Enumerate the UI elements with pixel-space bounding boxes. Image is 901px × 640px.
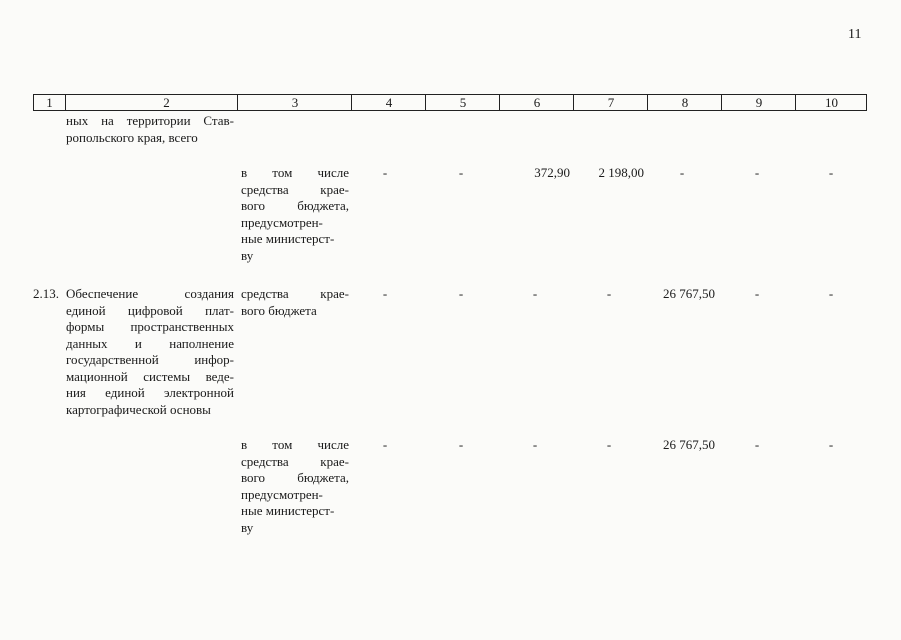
text-line: предусмотрен- bbox=[241, 214, 323, 230]
row-2-13-subrow-col7: - bbox=[606, 437, 612, 452]
header-cell-9: 9 bbox=[721, 95, 796, 110]
text-line: вого бюджета bbox=[241, 302, 317, 318]
header-cell-3: 3 bbox=[237, 95, 352, 110]
text-line: ных на территории Став- bbox=[66, 113, 234, 128]
text-line: формы пространственных bbox=[66, 319, 234, 334]
header-cell-8: 8 bbox=[647, 95, 722, 110]
text-line: мационной системы веде- bbox=[66, 368, 234, 384]
text-line: ные министерст- bbox=[241, 503, 335, 518]
text-line: единой цифровой плат- bbox=[66, 302, 234, 318]
text-line: ву bbox=[241, 519, 254, 535]
row-2-13-col7: - bbox=[606, 286, 612, 301]
row-2-13-col5: - bbox=[458, 286, 464, 301]
text-line: средства крае- bbox=[241, 286, 349, 301]
continued-subrow-col4: - bbox=[382, 165, 388, 180]
text-line: средства крае- bbox=[241, 181, 349, 197]
continued-subrow-col6: 372,90 bbox=[534, 165, 570, 180]
continued-row-description bbox=[66, 113, 234, 146]
row-2-13-col10: - bbox=[828, 286, 834, 301]
text-line: вого бюджета, bbox=[241, 198, 349, 213]
text-line: ропольского края, всего bbox=[66, 129, 198, 145]
header-cell-1: 1 bbox=[46, 95, 53, 110]
text-line: в том числе bbox=[241, 437, 349, 452]
continued-subrow-col5: - bbox=[458, 165, 464, 180]
row-2-13-subrow-col6: - bbox=[532, 437, 538, 452]
header-cell-10: 10 bbox=[795, 95, 867, 110]
row-2-13-subrow-col9: - bbox=[754, 437, 760, 452]
text-line: ву bbox=[241, 247, 254, 263]
text-line: ния единой электронной bbox=[66, 385, 234, 400]
text-line: государственной инфор- bbox=[66, 352, 234, 367]
text-line: ные министерст- bbox=[241, 231, 335, 246]
header-cell-2: 2 bbox=[65, 95, 267, 110]
row-2-13-subrow-col8: 26 767,50 bbox=[663, 437, 715, 452]
table-header-row bbox=[33, 94, 867, 111]
text-line: вого бюджета, bbox=[241, 470, 349, 485]
continued-subrow-col9: - bbox=[754, 165, 760, 180]
text-line: данных и наполнение bbox=[66, 335, 234, 351]
header-cell-5: 5 bbox=[425, 95, 500, 110]
row-number: 2.13. bbox=[33, 286, 59, 301]
continued-subrow-col7: 2 198,00 bbox=[598, 165, 644, 180]
row-2-13-source bbox=[241, 286, 349, 319]
text-line: предусмотрен- bbox=[241, 486, 323, 502]
row-2-13-col8: 26 767,50 bbox=[663, 286, 715, 301]
row-2-13-subrow-source bbox=[241, 437, 349, 536]
header-cell-4: 4 bbox=[351, 95, 426, 110]
row-2-13-subrow-col10: - bbox=[828, 437, 834, 452]
row-2-13-description bbox=[66, 286, 234, 418]
header-cell-6: 6 bbox=[499, 95, 574, 110]
continued-subrow-col10: - bbox=[828, 165, 834, 180]
header-cell-7: 7 bbox=[573, 95, 648, 110]
page-number: 11 bbox=[848, 27, 862, 42]
row-2-13-col9: - bbox=[754, 286, 760, 301]
text-line: картографической основы bbox=[66, 401, 211, 417]
text-line: средства крае- bbox=[241, 453, 349, 469]
row-2-13-subrow-col4: - bbox=[382, 437, 388, 452]
row-2-13-col4: - bbox=[382, 286, 388, 301]
text-line: Обеспечение создания bbox=[66, 286, 234, 301]
continued-subrow-source bbox=[241, 165, 349, 264]
row-2-13-col6: - bbox=[532, 286, 538, 301]
row-2-13-subrow-col5: - bbox=[458, 437, 464, 452]
text-line: в том числе bbox=[241, 165, 349, 180]
continued-subrow-col8: - bbox=[679, 165, 685, 180]
